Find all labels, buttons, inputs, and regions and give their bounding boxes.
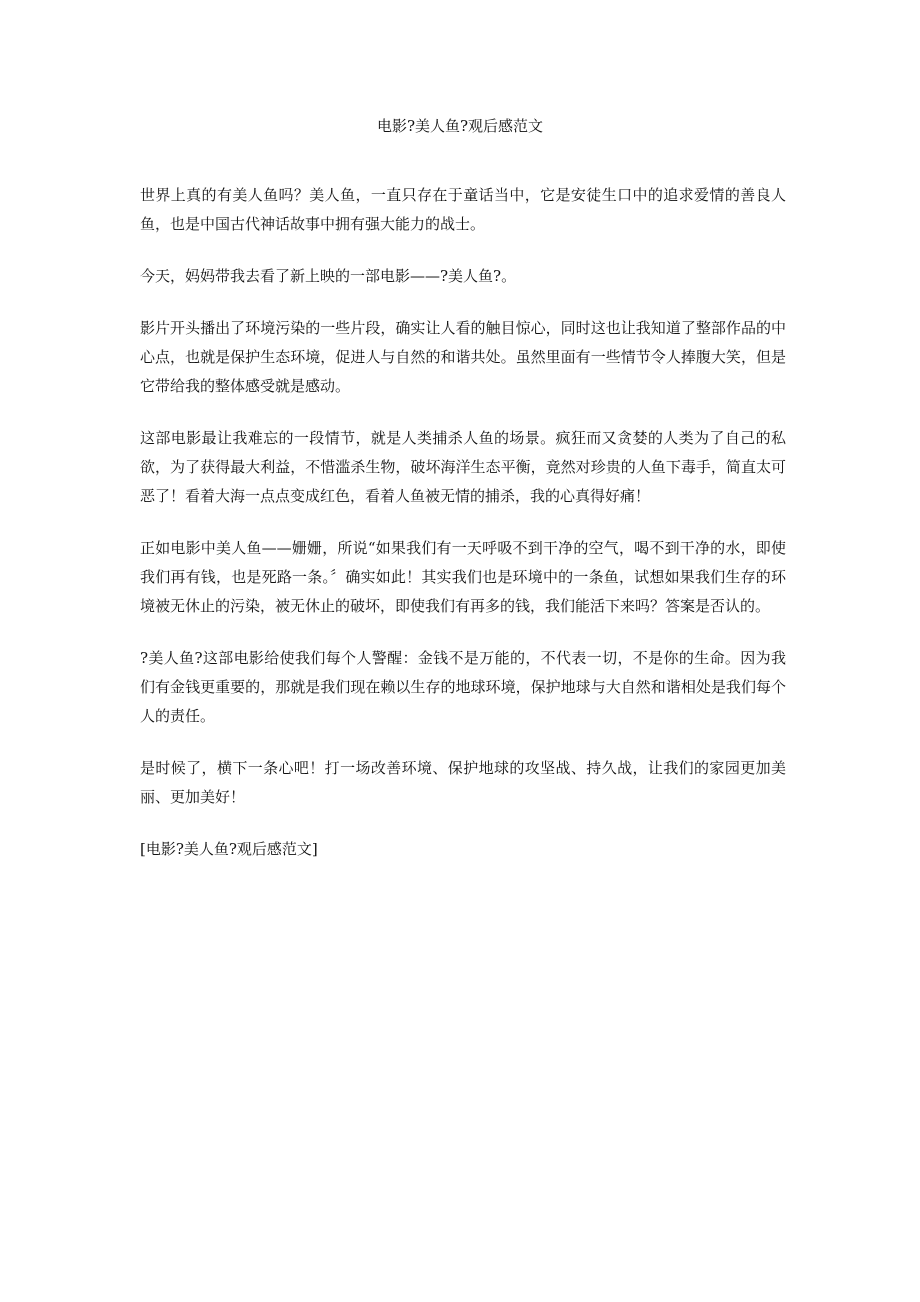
paragraph-5: 正如电影中美人鱼——姗姗，所说“如果我们有一天呼吸不到干净的空气，喝不到干净的水，即使我们再有钱，也是死路一条。〞确实如此！其实我们也是环境中的一条鱼，试想如果我们生存的环境被无休止的污染，被无休止的破坏，即使我们有再多的钱，我们能活下来吗？答案是否认的。 [140,539,786,615]
paragraph-6: ?美人鱼?这部电影给使我们每个人警醒：金钱不是万能的，不代表一切，不是你的生命。因为我们有金钱更重要的，那就是我们现在赖以生存的地球环境，保护地球与大自然和谐相处是我们每个人的责任。 [140,649,786,725]
document-title: 电影?美人鱼?观后感范文 [376,117,544,135]
paragraph-2: 今天，妈妈带我去看了新上映的一部电影——?美人鱼?。 [140,267,517,285]
paragraph-3: 影片开头播出了环境污染的一些片段，确实让人看的触目惊心，同时这也让我知道了整部作品的中心点，也就是保护生态环境，促进人与自然的和谐共处。虽然里面有一些情节令人捧腹大笑，但是它带给我的整体感受就是感动。 [140,319,786,395]
document-body [140,181,786,864]
paragraph-4: 这部电影最让我难忘的一段情节，就是人类捕杀人鱼的场景。疯狂而又贪婪的人类为了自己的私欲，为了获得最大利益，不惜滥杀生物，破坏海洋生态平衡，竟然对珍贵的人鱼下毒手，简直太可恶了！看着大海一点点变成红色，看着人鱼被无情的捕杀，我的心真得好痛！ [140,429,786,505]
paragraph-1: 世界上真的有美人鱼吗？美人鱼，一直只存在于童话当中，它是安徒生口中的追求爱情的善良人鱼，也是中国古代神话故事中拥有强大能力的战士。 [140,186,786,233]
paragraph-7: 是时候了，横下一条心吧！打一场改善环境、保护地球的攻坚战、持久战，让我们的家园更加美丽、更加美好！ [140,759,786,806]
footer-title-link[interactable]: [电影?美人鱼?观后感范文] [140,840,318,858]
